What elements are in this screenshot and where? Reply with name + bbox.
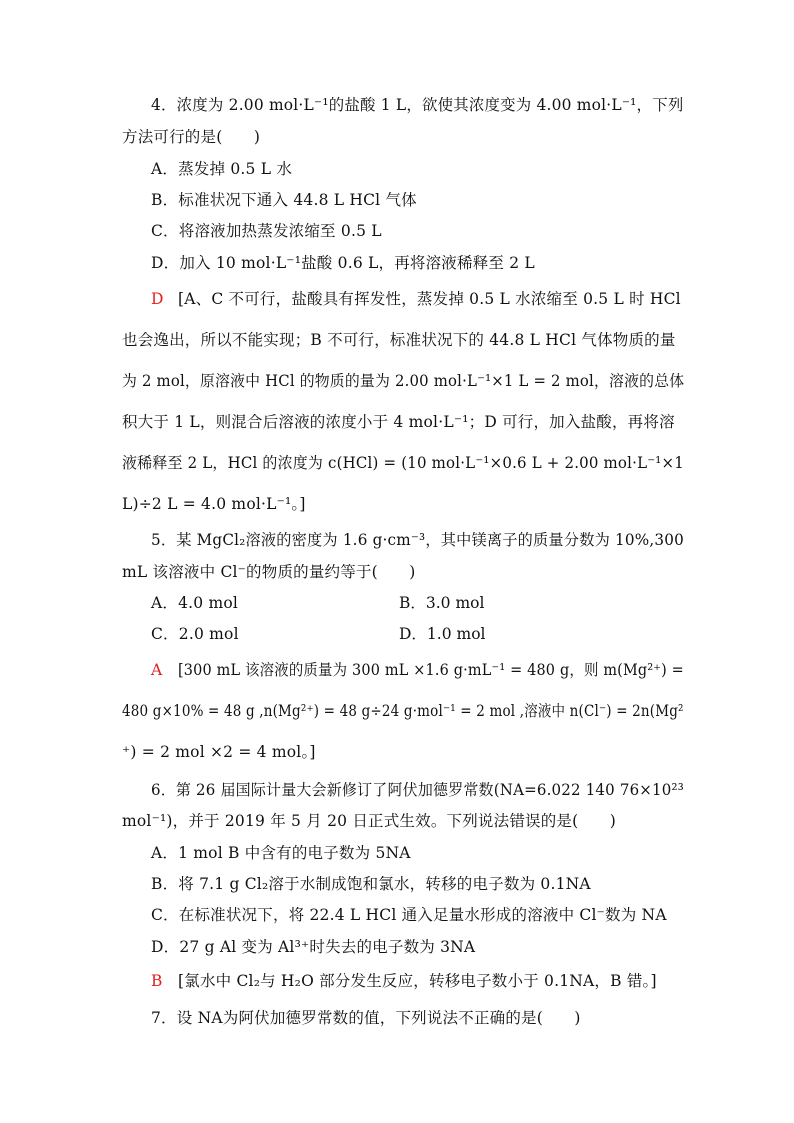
q6-option-d: D．27 g Al 变为 Al³⁺时失去的电子数为 3NA [151, 938, 476, 956]
q5-option-c: C．2.0 mol [151, 625, 239, 643]
q6-option-b: B．将 7.1 g Cl₂溶于水制成饱和氯水，转移的电子数为 0.1NA [151, 875, 591, 893]
q6-stem-line-1: 6．第 26 届国际计量大会新修订了阿伏加德罗常数(NA=6.022 140 76×10²³ [151, 781, 684, 799]
q5-answer: A [151, 661, 163, 679]
q4-answer: D [151, 290, 164, 308]
q4-option-c: C．将溶液加热蒸发浓缩至 0.5 L [151, 222, 382, 240]
q6-option-c: C．在标准状况下，将 22.4 L HCl 通入足量水形成的溶液中 Cl⁻数为 NA [151, 906, 667, 924]
q4-explanation-line-5: 液稀释至 2 L，HCl 的浓度为 c(HCl) = (10 mol·L⁻¹×0.6 L + 2.00 mol·L⁻¹×1 [122, 454, 684, 472]
q4-stem-line-2: 方法可行的是( ) [122, 128, 261, 146]
q5-explanation-line-1: [300 mL 该溶液的质量为 300 mL ×1.6 g·mL⁻¹ = 480 g，则 m(Mg²⁺) = [178, 661, 684, 679]
q6-answer: B [151, 972, 163, 990]
q4-explanation-line-4: 积大于 1 L，则混合后溶液的浓度小于 4 mol·L⁻¹；D 可行，加入盐酸，再将溶 [122, 413, 675, 431]
q5-explanation-line-3: ⁺) = 2 mol ×2 = 4 mol。] [122, 743, 316, 761]
q6-option-a: A．1 mol B 中含有的电子数为 5NA [151, 844, 411, 862]
q4-explanation-line-1: [A、C 不可行，盐酸具有挥发性，蒸发掉 0.5 L 水浓缩至 0.5 L 时 HCl [178, 290, 681, 308]
q5-stem-line-1: 5．某 MgCl₂溶液的密度为 1.6 g·cm⁻³，其中镁离子的质量分数为 10%,300 [151, 531, 684, 549]
q5-stem-line-2: mL 该溶液中 Cl⁻的物质的量约等于( ) [122, 563, 416, 581]
q4-explanation-line-6: L)÷2 L = 4.0 mol·L⁻¹。] [122, 495, 306, 513]
q5-option-b: B．3.0 mol [399, 594, 485, 612]
q4-explanation-line-2: 也会逸出，所以不能实现；B 不可行，标准状况下的 44.8 L HCl 气体物质的量 [122, 331, 676, 349]
q5-explanation-line-2: 480 g×10% = 48 g ,n(Mg²⁺) = 48 g÷24 g·mol⁻¹ = 2 mol ,溶液中 n(Cl⁻) = 2n(Mg² [122, 702, 684, 720]
q5-option-d: D．1.0 mol [399, 625, 486, 643]
q5-option-a: A．4.0 mol [151, 594, 239, 612]
q7-stem-line-1: 7．设 NA为阿伏加德罗常数的值，下列说法不正确的是( ) [151, 1009, 581, 1027]
q4-explanation-line-3: 为 2 mol，原溶液中 HCl 的物质的量为 2.00 mol·L⁻¹×1 L = 2 mol，溶液的总体 [122, 372, 685, 390]
q6-stem-line-2: mol⁻¹)，并于 2019 年 5 月 20 日正式生效。下列说法错误的是( ) [122, 812, 617, 830]
q4-stem-line-1: 4．浓度为 2.00 mol·L⁻¹的盐酸 1 L，欲使其浓度变为 4.00 mol·L⁻¹，下列 [151, 96, 684, 114]
q6-explanation-line-1: [氯水中 Cl₂与 H₂O 部分发生反应，转移电子数小于 0.1NA，B 错。] [178, 972, 657, 990]
q4-option-d: D．加入 10 mol·L⁻¹盐酸 0.6 L，再将溶液稀释至 2 L [151, 254, 535, 272]
q4-option-a: A．蒸发掉 0.5 L 水 [151, 160, 293, 178]
q4-option-b: B．标准状况下通入 44.8 L HCl 气体 [151, 191, 417, 209]
